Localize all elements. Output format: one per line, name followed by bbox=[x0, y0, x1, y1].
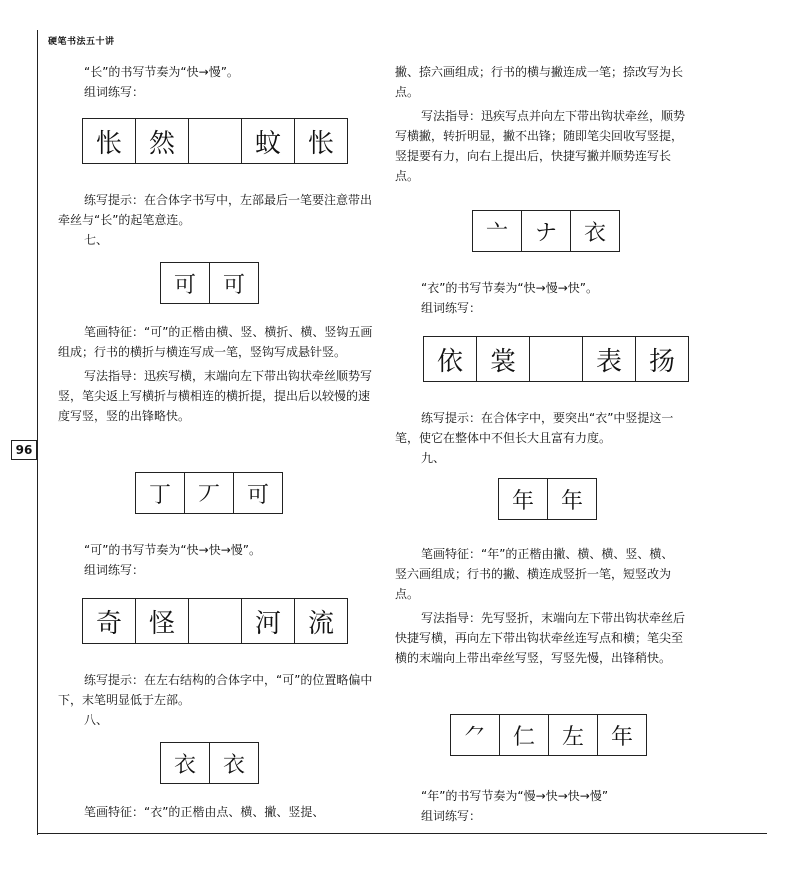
grid-cell: 亠 bbox=[473, 211, 522, 251]
practice-tip: 练写提示：在合体字书写中，左部最后一笔要注意带出牵丝与“长”的起笔意连。 bbox=[58, 193, 373, 227]
stroke-order-grid-nian bbox=[450, 714, 647, 756]
grid-cell: 衣 bbox=[222, 752, 245, 778]
practice-grid-yi bbox=[423, 336, 689, 382]
section-heading: 七、 bbox=[84, 233, 109, 247]
left-column-mid4 bbox=[58, 670, 373, 730]
grid-cell: ナ bbox=[522, 211, 571, 251]
grid-cell: 年 bbox=[560, 488, 583, 514]
running-header: 硬笔书法五十讲 bbox=[48, 37, 115, 47]
left-column-bottom bbox=[58, 802, 373, 822]
grid-cell: 可 bbox=[161, 263, 210, 303]
practice-tip: 练写提示：在左右结构的合体字中，“可”的位置略偏中下，末笔明显低于左部。 bbox=[58, 673, 373, 707]
grid-cell: 年 bbox=[610, 724, 633, 750]
word-practice-label: 组词练写： bbox=[421, 301, 482, 315]
practice-tip: 练写提示：在合体字中，要突出“衣”中竖提这一笔，使它在整体中不但长大且富有力度。 bbox=[395, 411, 674, 445]
word-practice-label: 组词练写： bbox=[84, 563, 145, 577]
right-column-mid2 bbox=[395, 408, 685, 468]
grid-cell: 怪 bbox=[136, 599, 189, 643]
stroke-order-grid-yi bbox=[472, 210, 620, 252]
grid-cell: 可 bbox=[222, 272, 245, 298]
grid-cell: 怅 bbox=[83, 119, 136, 163]
right-column-bottom bbox=[395, 786, 685, 826]
practice-grid-ke bbox=[82, 598, 348, 644]
grid-cell: ⺈ bbox=[451, 715, 500, 755]
rhythm-chang: “长”的书写节奏为“快→慢”。 bbox=[84, 65, 239, 79]
left-column-mid3 bbox=[58, 540, 373, 580]
word-practice-label: 组词练写： bbox=[84, 85, 145, 99]
rhythm-yi: “衣”的书写节奏为“快→慢→快”。 bbox=[421, 281, 598, 295]
grid-cell bbox=[189, 599, 242, 643]
rhythm-nian: “年”的书写节奏为“慢→快→快→慢” bbox=[421, 789, 609, 803]
right-column-top bbox=[395, 62, 685, 186]
section-heading: 八、 bbox=[84, 713, 109, 727]
grid-cell: 奇 bbox=[83, 599, 136, 643]
rhythm-ke: “可”的书写节奏为“快→快→慢”。 bbox=[84, 543, 261, 557]
grid-cell: 河 bbox=[242, 599, 295, 643]
grid-cell: 依 bbox=[424, 337, 477, 381]
writing-guide: 写法指导：迅疾写横，末端向左下带出钩状牵丝顺势写竖，笔尖返上写横折与横相连的横折提，提出后以较慢的速度写竖，竖的出锋略快。 bbox=[58, 369, 373, 423]
grid-cell: 仁 bbox=[500, 715, 549, 755]
word-practice-label: 组词练写： bbox=[421, 809, 482, 823]
left-margin-rule bbox=[37, 30, 38, 835]
grid-cell: 扬 bbox=[648, 346, 675, 377]
model-grid-nian bbox=[498, 478, 597, 520]
bottom-rule bbox=[37, 833, 767, 834]
grid-cell: 衣 bbox=[161, 743, 210, 783]
grid-cell: 衣 bbox=[583, 220, 606, 246]
section-heading: 九、 bbox=[421, 451, 446, 465]
grid-cell: 年 bbox=[499, 479, 548, 519]
stroke-features: 笔画特征：“衣”的正楷由点、横、撇、竖提、 bbox=[84, 805, 325, 819]
right-column-mid1 bbox=[395, 278, 685, 318]
model-grid-ke bbox=[160, 262, 259, 304]
grid-cell: 左 bbox=[549, 715, 598, 755]
writing-guide: 写法指导：迅疾写点并向左下带出钩状牵丝，顺势写横撇，转折明显，撇不出锋；随即笔尖回收写竖提，竖提要有力，向右上提出后，快捷写撇并顺势连写长点。 bbox=[395, 109, 686, 183]
grid-cell: 丆 bbox=[185, 473, 234, 513]
stroke-features: 笔画特征：“年”的正楷由撇、横、横、竖、横、竖六画组成；行书的撇、横连成竖折一笔，短竖改为点。 bbox=[395, 547, 674, 601]
stroke-features: 笔画特征：“可”的正楷由横、竖、横折、横、竖钩五画组成；行书的横折与横连写成一笔，竖钩写成悬针竖。 bbox=[58, 325, 373, 359]
grid-cell: 表 bbox=[583, 337, 636, 381]
grid-cell bbox=[530, 337, 583, 381]
stroke-order-grid-ke bbox=[135, 472, 283, 514]
grid-cell bbox=[189, 119, 242, 163]
grid-cell: 流 bbox=[307, 608, 334, 639]
model-grid-yi bbox=[160, 742, 259, 784]
left-column-mid2 bbox=[58, 322, 373, 426]
grid-cell: 然 bbox=[136, 119, 189, 163]
writing-guide: 写法指导：先写竖折，末端向左下带出钩状牵丝后快捷写横，再向左下带出钩状牵丝连写点和横；笔尖至横的末端向上带出牵丝写竖，写竖先慢，出锋稍快。 bbox=[395, 611, 686, 665]
grid-cell: 怅 bbox=[307, 128, 334, 159]
practice-grid-chang bbox=[82, 118, 348, 164]
left-column-top bbox=[58, 62, 373, 102]
grid-cell: 蚊 bbox=[242, 119, 295, 163]
grid-cell: 可 bbox=[246, 482, 269, 508]
grid-cell: 丁 bbox=[136, 473, 185, 513]
page-number: 96 bbox=[11, 440, 37, 460]
grid-cell: 裳 bbox=[477, 337, 530, 381]
left-column-mid1 bbox=[58, 190, 373, 250]
stroke-features-cont: 撇、捺六画组成；行书的横与撇连成一笔；捺改写为长点。 bbox=[395, 65, 684, 99]
right-column-mid3 bbox=[395, 544, 685, 668]
